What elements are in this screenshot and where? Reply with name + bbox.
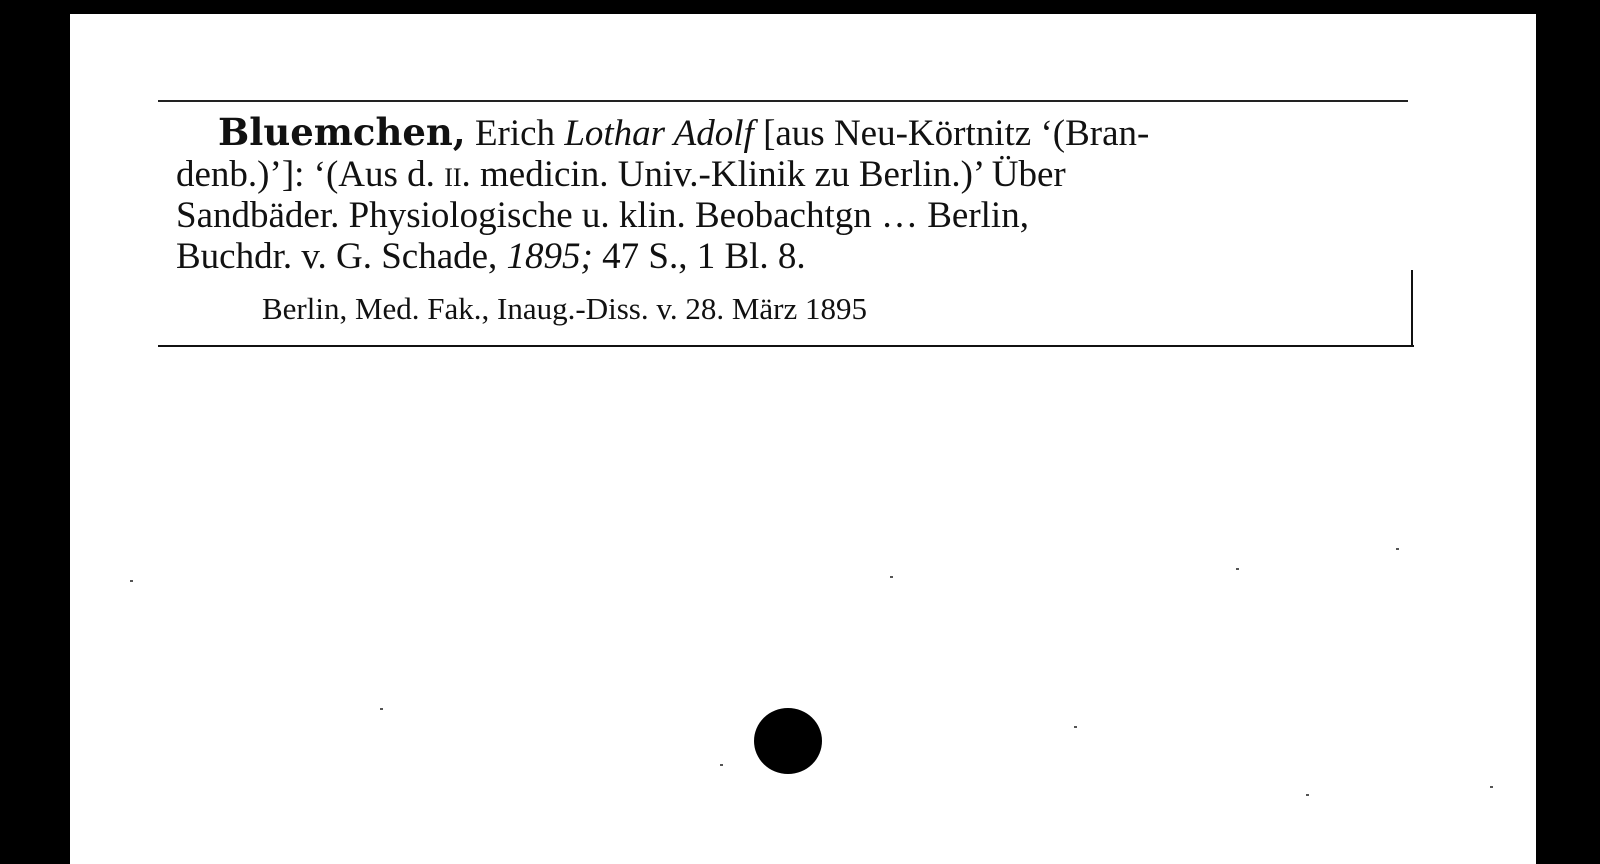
given-names-italic: Lothar Adolf	[564, 113, 754, 154]
speck	[130, 580, 133, 582]
right-rule	[1411, 270, 1413, 347]
catalog-card-page	[70, 14, 1536, 864]
speck	[1074, 726, 1077, 728]
speck	[1396, 548, 1399, 550]
speck	[1306, 794, 1309, 796]
year: 1895;	[506, 236, 593, 277]
catalog-entry	[158, 100, 1478, 346]
clinic-numeral: ii	[444, 154, 462, 195]
entry-line-4	[176, 236, 1408, 277]
entry-line-2	[176, 154, 1408, 195]
line-2-text: denb.)’]: ‘(Aus d.	[176, 154, 445, 195]
publisher: Buchdr. v. G. Schade,	[176, 236, 507, 277]
speck	[1490, 786, 1493, 788]
speck	[1236, 568, 1239, 570]
entry-line-3: Sandbäder. Physiologische u. klin. Beobachtgn … Berlin,	[176, 195, 1029, 236]
dissertation-note: Berlin, Med. Fak., Inaug.-Diss. v. 28. März 1895	[262, 291, 867, 326]
entry-line-1	[176, 112, 1408, 154]
speck	[890, 576, 893, 578]
speck	[720, 764, 723, 766]
top-rule	[158, 100, 1408, 102]
origin: [aus Neu-Körtnitz ‘(Bran-	[753, 113, 1150, 154]
author-name: Bluemchen,	[218, 110, 466, 154]
bibliographic-entry	[176, 112, 1408, 277]
given-names: Erich	[465, 113, 565, 154]
bottom-rule	[158, 345, 1414, 347]
line-2-rest: . medicin. Univ.-Klinik zu Berlin.)’ Über	[461, 154, 1066, 195]
speck	[380, 708, 383, 710]
collation: 47 S., 1 Bl. 8.	[592, 236, 806, 277]
punch-hole	[754, 708, 822, 774]
